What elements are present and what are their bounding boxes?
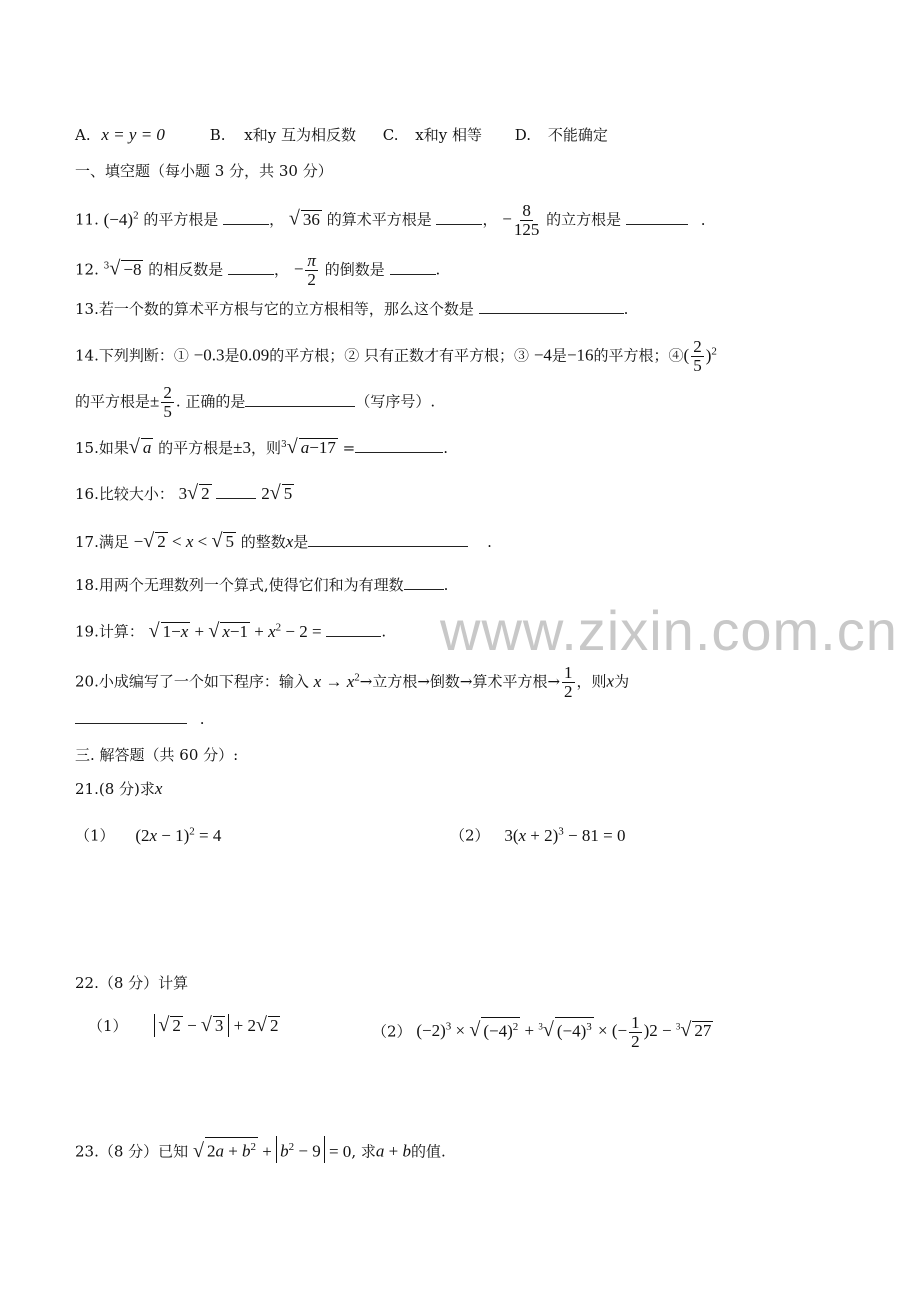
- choice-d-text: 不能确定: [547, 126, 608, 144]
- question-11: 11. $(-4)^2$ 的平方根是 ， √ 36 的算术平方根是 ， − $\frac{8}{125}$ 的立方根是 .: [75, 201, 706, 239]
- q14-text-3: 是: [551, 346, 567, 365]
- choice-b-text: x和y 互为相反数: [244, 126, 356, 144]
- question-19: [75, 616, 386, 643]
- q19-end: .: [381, 622, 387, 641]
- q20-blank[interactable]: [75, 709, 187, 724]
- q15-cuberoot: a−17: [300, 438, 336, 457]
- q17-blank[interactable]: [308, 532, 468, 547]
- q13-text: 若一个数的算术平方根与它的立方根相等，那么这个数是: [98, 300, 474, 318]
- q11-fraction: $\frac{8}{125}$: [513, 201, 540, 239]
- q14-val-1: −0.3: [193, 345, 225, 365]
- q23-text-1: （8 分）已知: [98, 1142, 189, 1161]
- q13-end: .: [623, 300, 629, 318]
- q21-equation-2: $3(x + 2)^3 - 81 = 0$: [504, 825, 626, 845]
- q22-part-1: [88, 1014, 280, 1037]
- q11-blank-2[interactable]: [436, 210, 482, 225]
- section-solve-title: 三. 解答题（共 60 分）:: [75, 746, 239, 764]
- q21-equation-1: $(2x - 1)^2 = 4$: [135, 825, 222, 845]
- q22-expression-2: $(-2)^3$ × √ $(-4)^2 + ^3√$ $(-4)^3$ × (− $\frac{1}{2}$ )2 − $^3$√ 27: [416, 1013, 712, 1051]
- q22-expression-1: √ 2 − √ 3 + 2√ 2: [154, 1016, 280, 1035]
- q19-number: 19.: [75, 622, 99, 641]
- q14-text-is: 是: [224, 346, 240, 365]
- q11-blank-1[interactable]: [223, 210, 269, 225]
- q15-pm3: ±3: [233, 438, 251, 457]
- q17-number: 17.: [75, 533, 99, 551]
- q15-eq: =: [342, 439, 356, 457]
- q17-end: .: [487, 533, 492, 551]
- q13-number: 13.: [75, 300, 99, 318]
- q15-number: 15.: [75, 439, 99, 457]
- q12-number: 12.: [75, 260, 99, 279]
- q14-line2-text-1: 的平方根是: [75, 392, 151, 411]
- q22-number: 22.: [75, 974, 99, 992]
- watermark: www.zixin.com.cn: [440, 599, 898, 662]
- q14-line2-text-3: （写序号）.: [355, 392, 436, 411]
- q14-text-2: 的平方根；② 只有正数才有平方根；③: [269, 346, 530, 365]
- question-21: 21.(8 分)求x: [75, 779, 163, 798]
- q16-right: 2√ 5: [261, 482, 293, 504]
- q15-end: .: [443, 439, 448, 457]
- q22-part-1-label: （1）: [88, 1017, 128, 1035]
- question-20-line-2: [75, 708, 205, 730]
- q11-number: 11.: [75, 210, 99, 229]
- q20-text-4: 为: [614, 672, 630, 691]
- question-18: [75, 574, 448, 596]
- q11-sqrt: 36: [302, 209, 320, 229]
- choice-a-label: A.: [75, 126, 91, 144]
- q22-text: （8 分）计算: [98, 974, 189, 992]
- q14-blank[interactable]: [245, 392, 355, 407]
- q23-expression: √ $2a + b^2 + b^2 - 9 = 0$: [193, 1142, 351, 1161]
- question-23: 23.（8 分）已知 √ $2a + b^2 + b^2 - 9 = 0$, 求a + b的值.: [75, 1136, 446, 1163]
- question-22: [75, 972, 188, 994]
- q20-fraction: $\frac{1}{2}$: [564, 663, 573, 701]
- q12-text-1: 的相反数是: [148, 260, 224, 279]
- q17-inequality: −√ 2 < x < √ 5: [133, 530, 234, 552]
- q11-blank-3[interactable]: [626, 210, 688, 225]
- q12-end: .: [435, 260, 441, 279]
- q15-sqrt-a: a: [142, 438, 152, 457]
- q14-number: 14.: [75, 346, 99, 365]
- q18-text: 用两个无理数列一个算式,使得它们和为有理数: [98, 576, 404, 594]
- q16-blank[interactable]: [216, 484, 256, 499]
- q13-blank[interactable]: [479, 299, 624, 314]
- q18-number: 18.: [75, 576, 99, 594]
- q14-text-1: 下列判断：①: [98, 346, 189, 365]
- choice-d-label: D.: [514, 126, 532, 144]
- q23-number: 23.: [75, 1142, 99, 1161]
- question-14: 14.下列判断：① −0.3是0.09的平方根；② 只有正数才有平方根；③ −4是−16的平方根；④( $\frac{2}{5}$ )$^2$: [75, 337, 717, 375]
- q21-part-2-label: （2）: [450, 826, 490, 845]
- q11-text-2: 的算术平方根是: [326, 210, 432, 229]
- choice-a-math: x = y = 0: [101, 125, 165, 144]
- question-14-line-2: 的平方根是± $\frac{2}{5}$ . 正确的是 （写序号）.: [75, 383, 436, 421]
- choice-b-label: B.: [209, 126, 226, 144]
- q18-blank[interactable]: [404, 575, 444, 590]
- q19-expression: √ 1−x + √ $x-1 + x^2 - 2$ =: [148, 619, 322, 642]
- choice-c-label: C.: [382, 126, 399, 144]
- q21-part-1-label: （1）: [75, 826, 115, 845]
- q20-text-2: →立方根→倒数→算术平方根→: [359, 672, 561, 691]
- q22-part-2-label: （2）: [372, 1022, 412, 1041]
- q19-blank[interactable]: [326, 622, 381, 637]
- q15-text-1: 如果: [98, 439, 129, 457]
- question-17: 17.满足 −√ 2 < x < √ 5 的整数x是 .: [75, 530, 492, 552]
- q20-text-3: ，则: [576, 672, 607, 691]
- q21-number: 21.: [75, 780, 99, 798]
- q19-text: 计算：: [98, 622, 144, 641]
- q15-text-2: 的平方根是: [158, 439, 234, 457]
- q16-number: 16.: [75, 485, 99, 503]
- q21-text: (8 分)求: [98, 780, 155, 798]
- q17-text-3: 是: [293, 533, 309, 551]
- q20-flow: $x \to x^2$: [313, 670, 360, 691]
- q21-part-1: [75, 820, 221, 847]
- q12-blank-2[interactable]: [390, 260, 436, 275]
- q14-fraction-1: $\frac{2}{5}$: [693, 337, 702, 375]
- question-20: 20.小成编写了一个如下程序：输入 $x \to x^2\to$立方根→倒数→算术平方根→ $\frac{1}{2}$ ，则x为: [75, 663, 630, 701]
- q14-text-4: 的平方根；④: [593, 346, 684, 365]
- q17-text-1: 满足: [98, 533, 129, 551]
- q12-text-2: 的倒数是: [324, 260, 385, 279]
- q11-text-3: 的立方根是: [546, 210, 622, 229]
- q21-part-2: [450, 820, 625, 847]
- q23-sum: a: [375, 1141, 385, 1161]
- question-13: [75, 298, 628, 320]
- q16-text: 比较大小：: [98, 485, 174, 503]
- q17-text-2: 的整数: [240, 533, 286, 551]
- q12-blank-1[interactable]: [228, 260, 274, 275]
- q20-text-1: 小成编写了一个如下程序：输入: [98, 672, 309, 691]
- q11-math-1: $(-4)^2$: [103, 208, 139, 229]
- choices-row: [75, 124, 608, 146]
- question-12: 12. $^3$√ −8 的相反数是 ， − $\frac{\pi}{2}$ 的倒数是 .: [75, 251, 441, 289]
- q14-fraction-2: $\frac{2}{5}$: [163, 383, 172, 421]
- q15-text-3: ，则: [251, 439, 282, 457]
- q20-end: .: [199, 710, 205, 728]
- q12-cuberoot: −8: [123, 259, 142, 279]
- q14-val-3: −4: [533, 345, 552, 365]
- q20-number: 20.: [75, 672, 99, 691]
- q14-val-2: 0.09: [239, 345, 270, 365]
- q11-text-1: 的平方根是: [143, 210, 219, 229]
- q18-end: .: [443, 576, 449, 594]
- q15-blank[interactable]: [355, 438, 443, 453]
- q16-left: 3√ 2: [178, 482, 210, 504]
- q22-part-2: [372, 1014, 713, 1051]
- q12-fraction: $\frac{\pi}{2}$: [307, 251, 316, 289]
- q23-text-3: 的值.: [410, 1142, 446, 1161]
- q14-line2-text-2: . 正确的是: [175, 392, 246, 411]
- question-15: 15.如果√ a 的平方根是±3，则$^3$√ a−17 = .: [75, 436, 448, 458]
- question-16: [75, 482, 294, 505]
- q14-val-4: −16: [566, 345, 594, 365]
- q11-end: .: [700, 210, 706, 229]
- section-fill-title: 一、填空题（每小题 3 分，共 30 分）: [75, 162, 333, 180]
- q23-text-2: , 求: [351, 1142, 376, 1161]
- choice-c-text: x和y 相等: [415, 126, 482, 144]
